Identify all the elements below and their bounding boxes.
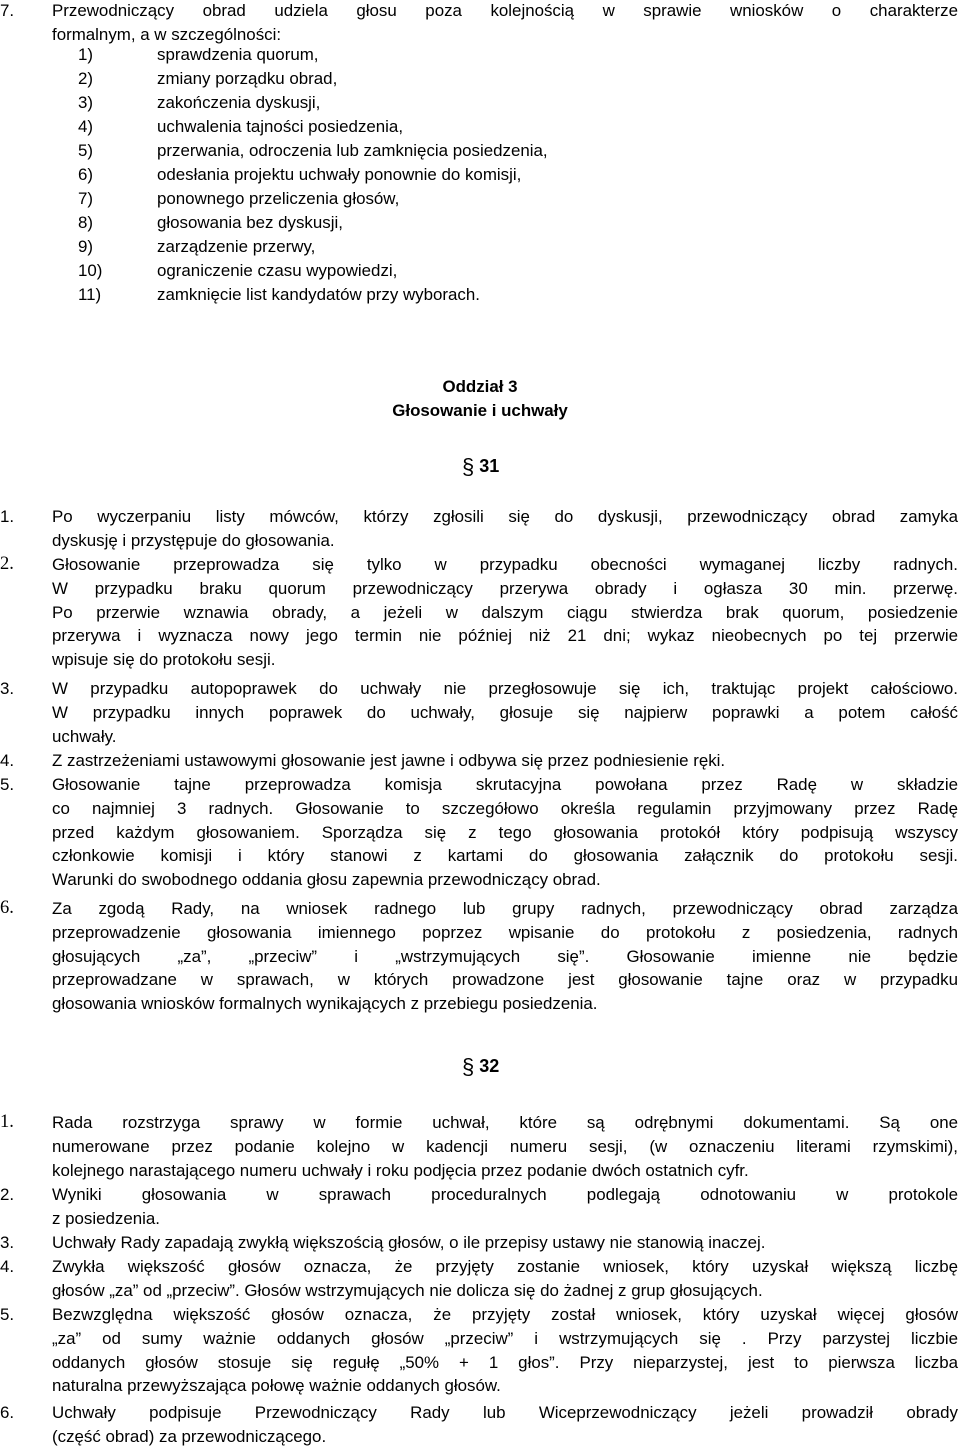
text-line: głosowania wniosków formalnych wynikających z przebiegu posiedzenia. xyxy=(52,994,598,1014)
paragraph-31-mark xyxy=(462,453,499,479)
point-number: 3. xyxy=(0,679,15,698)
list-item-number: 5) xyxy=(78,141,94,160)
text-line: przeprowadzenie głosowania imiennego poprzez wpisanie do protokołu z posiedzenia, radnych xyxy=(52,922,958,942)
point-number: 2. xyxy=(0,554,14,574)
text-line: Zwykła większość głosów oznacza, że przyjęty zostanie wniosek, który uzyskał większą liczbę xyxy=(52,1257,958,1276)
point-number: 5. xyxy=(0,775,15,794)
text-line: Za zgodą Rady, na wniosek radnego lub grupy radnych, przewodniczący obrad zarządza xyxy=(52,899,958,918)
text-line: Wyniki głosowania w sprawach proceduralnych podlegają odnotowaniu w protokole xyxy=(52,1185,958,1204)
point-text xyxy=(52,749,958,773)
point-text xyxy=(52,677,958,748)
list-item-number: 7) xyxy=(78,189,94,208)
point-number: 6. xyxy=(0,1403,15,1422)
text-line: co najmniej 3 radnych. Głosowanie to szczegółowo określa regulamin przyjmowany przez Radę xyxy=(52,798,958,818)
section-sign-icon: § xyxy=(462,1054,475,1079)
point-text xyxy=(52,1231,958,1255)
point-number: 3. xyxy=(0,1233,15,1252)
point-text xyxy=(52,553,958,672)
point-text xyxy=(52,505,958,553)
paragraph-number: 31 xyxy=(479,456,500,476)
text-line: W przypadku autopoprawek do uchwały nie przegłosowuje się ich, traktując projekt całościowo. xyxy=(52,679,958,698)
list-item-text: uchwalenia tajności posiedzenia, xyxy=(157,117,404,136)
list-item-number: 9) xyxy=(78,237,94,256)
section-sign-icon: § xyxy=(462,454,475,479)
point-text xyxy=(52,1303,958,1398)
list-item-text: sprawdzenia quorum, xyxy=(157,45,319,64)
text-line: numerowane przez podanie kolejno w kadencji numeru sesji, (w oznaczeniu literami rzymskimi), xyxy=(52,1136,958,1156)
list-item-number: 4) xyxy=(78,117,94,136)
text-line: członkowie komisji i który stanowi z kartami do głosowania załącznik do protokołu sesji. xyxy=(52,846,958,866)
item-number: 7. xyxy=(0,1,15,20)
section-title: Oddział 3 xyxy=(442,377,518,396)
text-line: głosów „za” od „przeciw”. Głosów wstrzymujących nie dolicza się do żadnej z grup głosujących. xyxy=(52,1280,763,1300)
text-line: z posiedzenia. xyxy=(52,1208,160,1228)
text-line: „za” od sumy ważnie oddanych głosów „przeciw” i wstrzymujących się . Przy parzystej liczbie xyxy=(52,1328,958,1348)
text-line: W przypadku innych poprawek do uchwały, głosuje się najpierw poprawki a potem całość xyxy=(52,702,958,722)
list-item-text: głosowania bez dyskusji, xyxy=(157,213,343,232)
list-item-number: 10) xyxy=(78,261,103,280)
point-number: 4. xyxy=(0,751,15,770)
item-text xyxy=(52,0,958,47)
text-line: głosujących „za”, „przeciw” i „wstrzymujących się”. Głosowanie imienne nie będzie xyxy=(52,946,958,966)
text-line: dyskusję i przystępuje do głosowania. xyxy=(52,530,335,550)
text-line: Warunki do swobodnego oddania głosu zapewnia przewodniczący obrad. xyxy=(52,870,601,890)
list-item-number: 11) xyxy=(78,285,102,304)
list-item-text: zakończenia dyskusji, xyxy=(157,93,321,112)
text-line: Głosowanie przeprowadza się tylko w przypadku obecności wymaganej liczby radnych. xyxy=(52,555,958,574)
list-item-number: 3) xyxy=(78,93,94,112)
text-line: Uchwały Rady zapadają zwykłą większością głosów, o ile przepisy ustawy nie stanowią inaczej. xyxy=(52,1233,766,1252)
paragraph-32-mark xyxy=(462,1053,499,1079)
paragraph-number: 32 xyxy=(479,1056,500,1076)
list-item-text: zarządzenie przerwy, xyxy=(157,237,316,256)
text-line: naturalna przewyższająca połowę ważnie oddanych głosów. xyxy=(52,1376,501,1396)
text-line: (część obrad) za przewodniczącego. xyxy=(52,1426,327,1446)
text-line: Po przerwie wznawia obrady, a jeżeli w dalszym ciągu stwierdza brak quorum, posiedzenie xyxy=(52,602,958,622)
text-line: Po wyczerpaniu listy mówców, którzy zgłosili się do dyskusji, przewodniczący obrad zamyka xyxy=(52,507,958,526)
point-text xyxy=(52,1111,958,1182)
list-item-text: ograniczenie czasu wypowiedzi, xyxy=(157,261,398,280)
list-item-text: odesłania projektu uchwały ponownie do komisji, xyxy=(157,165,522,184)
point-number: 6. xyxy=(0,898,14,918)
text-line: uchwały. xyxy=(52,726,117,746)
section-subtitle: Głosowanie i uchwały xyxy=(392,401,568,420)
list-item-text: ponownego przeliczenia głosów, xyxy=(157,189,400,208)
list-item-number: 6) xyxy=(78,165,94,184)
point-text xyxy=(52,897,958,1016)
text-line: przeprowadzane w sprawach, w których prowadzone jest głosowanie tajne oraz w przypadku xyxy=(52,970,958,990)
text-line: Głosowanie tajne przeprowadza komisja skrutacyjna powołana przez Radę w składzie xyxy=(52,775,958,794)
point-number: 2. xyxy=(0,1185,15,1204)
point-number: 1. xyxy=(0,507,15,526)
point-number: 1. xyxy=(0,1112,14,1132)
list-item-number: 8) xyxy=(78,213,94,232)
list-item-text: przerwania, odroczenia lub zamknięcia posiedzenia, xyxy=(157,141,548,160)
list-item-text: zmiany porządku obrad, xyxy=(157,69,338,88)
list-item-number: 1) xyxy=(78,45,94,64)
point-number: 4. xyxy=(0,1257,15,1276)
text-line: Uchwały podpisuje Przewodniczący Rady lub Wiceprzewodniczący jeżeli prowadził obrady xyxy=(52,1403,958,1422)
text-line: wpisuje się do protokołu sesji. xyxy=(52,650,276,670)
text-line: przerywa i wyznacza nowy jego termin nie później niż 21 dni; wykaz nieobecnych po tej przerwie xyxy=(52,626,958,646)
point-number: 5. xyxy=(0,1305,15,1324)
point-text xyxy=(52,773,958,892)
list-item-number: 2) xyxy=(78,69,94,88)
text-line: oddanych głosów stosuje się regułę „50% + 1 głos”. Przy nieparzystej, jest to pierwsza liczba xyxy=(52,1352,958,1372)
text-line: Z zastrzeżeniami ustawowymi głosowanie jest jawne i odbywa się przez podniesienie ręki. xyxy=(52,751,726,770)
text-line: formalnym, a w szczególności: xyxy=(52,24,282,44)
text-line: kolejnego narastającego numeru uchwały i roku podjęcia przez podanie dwóch ostatnich cyfr. xyxy=(52,1160,749,1180)
point-text xyxy=(52,1401,958,1449)
text-line: Przewodniczący obrad udziela głosu poza kolejnością w sprawie wniosków o charakterze xyxy=(52,1,958,20)
point-text xyxy=(52,1183,958,1231)
text-line: przed każdym głosowaniem. Sporządza się z tego głosowania protokół który podpisują wszyscy xyxy=(52,822,958,842)
text-line: Bezwzględna większość głosów oznacza, że przyjęty został wniosek, który uzyskał więcej głosów xyxy=(52,1305,958,1324)
text-line: Rada rozstrzyga sprawy w formie uchwał, które są odrębnymi dokumentami. Są one xyxy=(52,1113,958,1132)
text-line: W przypadku braku quorum przewodniczący przerywa obrady i ogłasza 30 min. przerwę. xyxy=(52,578,958,598)
list-item-text: zamknięcie list kandydatów przy wyborach. xyxy=(157,285,480,304)
point-text xyxy=(52,1255,958,1303)
